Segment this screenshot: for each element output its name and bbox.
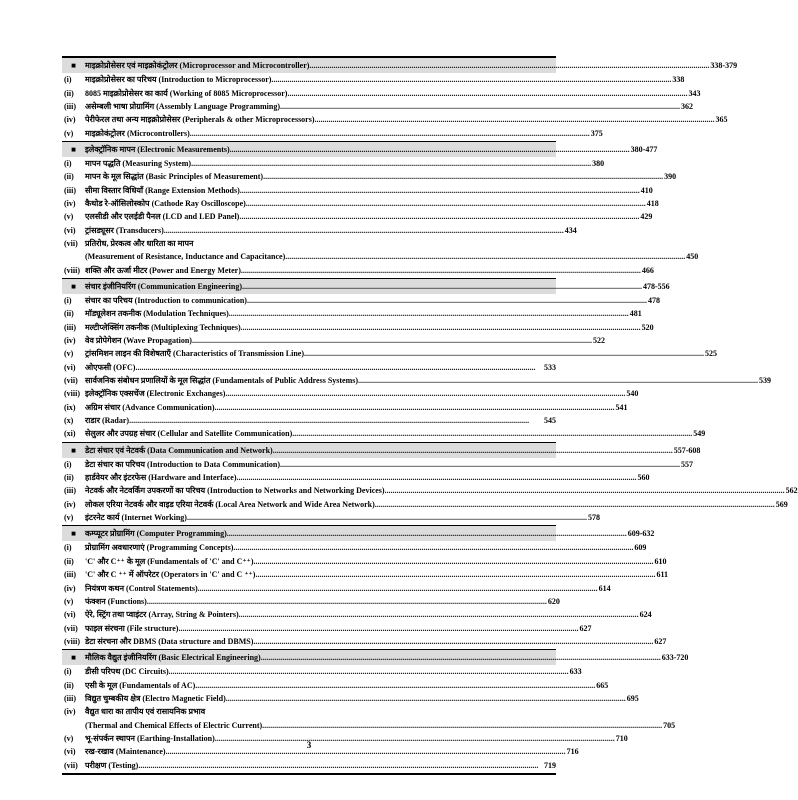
entry-number: (ii)	[64, 473, 74, 483]
leader-dots	[233, 543, 633, 552]
entry-number: (ii)	[64, 172, 74, 182]
bullet-icon: ■	[71, 144, 76, 154]
toc-entry	[62, 401, 628, 414]
section-page-range: 557-608	[673, 445, 701, 455]
toc-entry	[62, 126, 603, 139]
toc-entry	[62, 237, 556, 250]
leader-dots	[304, 349, 704, 358]
entry-title: मापन के मूल सिद्धांत (Basic Principles of Measurement)	[85, 172, 264, 182]
entry-number: (iv)	[64, 499, 76, 509]
entry-title: (Thermal and Chemical Effects of Electric Current)	[85, 720, 263, 730]
leader-dots	[292, 429, 692, 438]
toc-entry	[62, 183, 653, 196]
leader-dots	[239, 212, 639, 221]
bullet-icon: ■	[71, 529, 76, 539]
toc-entry	[62, 568, 668, 581]
entry-page: 549	[693, 429, 706, 439]
toc-entry	[62, 86, 701, 99]
entry-number: (v)	[64, 513, 74, 523]
entry-title: राडार (Radar)	[85, 416, 130, 426]
section-title: इलेक्ट्रॉनिक मापन (Electronic Measurements)	[85, 144, 230, 154]
entry-number: (ix)	[64, 402, 76, 412]
entry-page: 545	[544, 416, 556, 426]
leader-dots	[187, 513, 587, 522]
entry-title: डेटा संरचना और DBMS (Data structure and DBMS)	[85, 636, 254, 646]
bullet-icon: ■	[71, 445, 76, 455]
entry-page: 343	[688, 88, 701, 98]
entry-page: 611	[656, 570, 668, 580]
entry-title: डीसी परिपथ (DC Circuits)	[85, 667, 169, 677]
entry-title: प्रोग्रामिंग अवधारणाएं (Programming Concepts)	[85, 543, 234, 553]
entry-number: (viii)	[64, 636, 80, 646]
entry-title: वैद्युत धारा का तापीय एवं रासायनिक प्रभाव	[85, 707, 206, 717]
entry-title: एसी के मूल (Fundamentals of AC)	[85, 680, 196, 690]
leader-dots	[285, 252, 685, 261]
entry-number: (iv)	[64, 115, 76, 125]
entry-title: विद्युत चुम्बकीय क्षेत्र (Electro Magnetic Field)	[85, 693, 226, 703]
toc-entry	[62, 581, 611, 594]
toc-entry	[62, 458, 694, 471]
section-title: कम्प्यूटर प्रोग्रामिंग (Computer Programming)	[85, 529, 227, 539]
entry-page: 627	[579, 623, 592, 633]
section-heading	[62, 650, 689, 665]
toc-entry	[62, 595, 560, 608]
entry-title: इंटरनेट कार्य (Internet Working)	[85, 513, 187, 523]
toc-entry	[62, 511, 600, 524]
leader-dots	[237, 473, 637, 482]
entry-number: (iv)	[64, 583, 76, 593]
entry-page: 719	[544, 760, 556, 770]
entry-page: 380	[592, 158, 605, 168]
entry-page: 410	[640, 185, 653, 195]
entry-number: (v)	[64, 349, 74, 359]
entry-title: भू-संपर्कन स्थापन (Earthing-Installation)	[85, 733, 215, 743]
section-heading	[62, 142, 658, 157]
leader-dots	[262, 721, 662, 730]
entry-title: सेलुलर और उपग्रह संचार (Cellular and Satellite Communication)	[85, 429, 293, 439]
entry-page: 539	[759, 376, 772, 386]
entry-number: (i)	[64, 295, 72, 305]
entry-title: वेव प्रोपेगेशन (Wave Propagation)	[85, 336, 192, 346]
entry-number: (ii)	[64, 680, 74, 690]
entry-number: (vi)	[64, 225, 76, 235]
entry-number: (vi)	[64, 362, 76, 372]
entry-number: (x)	[64, 416, 74, 426]
toc-entry	[62, 157, 605, 170]
toc-entry	[62, 307, 642, 320]
toc-entry	[62, 484, 798, 497]
entry-number: (iii)	[64, 486, 76, 496]
toc-entry	[62, 692, 639, 705]
leader-dots	[280, 460, 680, 469]
leader-dots	[169, 667, 569, 676]
entry-page: 481	[629, 309, 642, 319]
entry-number: (v)	[64, 128, 74, 138]
toc-entry	[62, 414, 556, 427]
toc-entry	[62, 541, 647, 554]
entry-page: 569	[775, 499, 788, 509]
entry-title: संचार का परिचय (Introduction to communication)	[85, 295, 247, 305]
section-heading	[62, 443, 701, 458]
entry-number: (vii)	[64, 376, 78, 386]
entry-number: (xi)	[64, 429, 76, 439]
leader-dots	[230, 145, 630, 154]
entry-number: (iii)	[64, 693, 76, 703]
toc-section	[62, 58, 738, 142]
entry-page: 478	[647, 295, 660, 305]
toc-entry	[62, 678, 609, 691]
toc-entry	[62, 374, 772, 387]
leader-dots	[135, 363, 543, 372]
entry-number: (ii)	[64, 88, 74, 98]
entry-page: 522	[592, 336, 605, 346]
entry-title: ट्रांसड्यूसर (Transducers)	[85, 225, 164, 235]
entry-page: 562	[785, 486, 798, 496]
entry-title: इलेक्ट्रॉनिक एक्सचेंज (Electronic Exchanges)	[85, 389, 226, 399]
entry-title: ऐरे, स्ट्रिंग तथा प्वाइंटर (Array, String & Pointers)	[85, 610, 239, 620]
entry-number: (i)	[64, 667, 72, 677]
entry-number: (vii)	[64, 760, 78, 770]
bullet-icon: ■	[71, 653, 76, 663]
entry-number: (v)	[64, 596, 74, 606]
leader-dots	[226, 694, 626, 703]
entry-page: 624	[639, 610, 652, 620]
entry-page: 560	[637, 473, 650, 483]
section-page-range: 633-720	[661, 653, 689, 663]
toc-entry	[62, 210, 653, 223]
entry-number: (viii)	[64, 265, 80, 275]
section-title: माइक्रोप्रोसेसर एवं माइक्रोकंट्रोलर (Microprocessor and Microcontroller)	[85, 61, 310, 70]
entry-title: फाइल संरचना (File structure)	[85, 623, 179, 633]
entry-page: 466	[641, 265, 654, 275]
entry-page: 533	[544, 362, 556, 372]
section-title: डेटा संचार एवं नेटवर्क (Data Communication and Network)	[85, 445, 273, 455]
entry-page: 418	[646, 198, 659, 208]
leader-dots	[309, 61, 709, 70]
toc-entry	[62, 621, 592, 634]
entry-page: 338	[672, 75, 685, 85]
entry-title: सीमा विस्तार विधियाँ (Range Extension Methods)	[85, 185, 240, 195]
entry-page: 716	[566, 747, 579, 757]
leader-dots	[375, 500, 775, 509]
entry-title: 8085 माइक्रोप्रोसेसर का कार्य (Working of 8085 Microprocessor)	[85, 88, 288, 98]
entry-number: (iv)	[64, 336, 76, 346]
entry-number: (iii)	[64, 570, 76, 580]
leader-dots	[129, 416, 543, 425]
leader-dots	[191, 159, 591, 168]
leader-dots	[195, 681, 595, 690]
entry-title: नेटवर्क और नेटवर्किंग उपकरणों का परिचय (Introduction to Networks and Networking Devices)	[85, 486, 385, 496]
leader-dots	[287, 89, 687, 98]
entry-page: 434	[564, 225, 577, 235]
toc-section	[62, 526, 668, 650]
entry-number: (iii)	[64, 101, 76, 111]
entry-number: (iv)	[64, 198, 76, 208]
entry-title: लोकल एरिया नेटवर्क और वाइड एरिया नेटवर्क (Local Area Network and Wide Area Network)	[85, 499, 375, 509]
table-of-contents	[62, 56, 798, 775]
entry-page: 362	[681, 101, 693, 111]
leader-dots	[246, 199, 646, 208]
leader-dots	[261, 653, 661, 662]
entry-title: शक्ति और ऊर्जा मीटर (Power and Energy Meter)	[85, 265, 241, 275]
leader-dots	[178, 624, 578, 633]
toc-entry	[62, 758, 556, 771]
toc-section	[62, 650, 689, 773]
entry-page: 705	[663, 720, 676, 730]
leader-dots	[164, 226, 564, 235]
toc-entry	[62, 665, 582, 678]
leader-dots	[280, 102, 680, 111]
entry-number: (ii)	[64, 556, 74, 566]
toc-entry	[62, 197, 659, 210]
toc-entry	[62, 100, 693, 113]
leader-dots	[147, 597, 547, 606]
toc-entry	[62, 718, 676, 731]
toc-entry	[62, 321, 654, 334]
entry-title: फंक्शन (Functions)	[85, 596, 147, 606]
leader-dots	[227, 529, 627, 538]
entry-title: प्रतिरोध, प्रेरकत्व और धारिता का मापन	[85, 238, 194, 248]
toc-entry	[62, 427, 706, 440]
leader-dots	[315, 115, 715, 124]
leader-dots	[273, 446, 673, 455]
entry-number: (viii)	[64, 389, 80, 399]
entry-title: परीक्षण (Testing)	[85, 760, 139, 770]
section-page-range: 380-477	[630, 144, 658, 154]
section-page-range: 478-556	[643, 281, 670, 291]
toc-entry	[62, 170, 677, 183]
entry-title: सार्वजनिक संबोधन प्रणालियों के मूल सिद्धांत (Fundamentals of Public Address Systems)	[85, 376, 359, 386]
entry-page: 695	[626, 693, 639, 703]
leader-dots	[255, 570, 655, 579]
toc-frame	[62, 56, 798, 775]
bullet-icon: ■	[71, 281, 76, 291]
entry-number: (vi)	[64, 610, 76, 620]
entry-number: (v)	[64, 733, 74, 743]
section-heading	[62, 279, 670, 294]
entry-page: 614	[598, 583, 611, 593]
entry-number: (vii)	[64, 623, 78, 633]
entry-page: 665	[596, 680, 609, 690]
entry-page: 541	[615, 402, 628, 412]
entry-title: 'C' और C ⁺⁺ में ऑपरेटर (Operators in 'C' and C ⁺⁺)	[85, 570, 256, 580]
leader-dots	[242, 282, 642, 291]
entry-page: 525	[705, 349, 717, 359]
leader-dots	[229, 309, 629, 318]
toc-entry	[62, 263, 654, 276]
leader-dots	[240, 186, 640, 195]
entry-title: माइक्रोप्रोसेसर का परिचय (Introduction to Microprocessor)	[85, 75, 272, 85]
entry-page: 375	[590, 128, 603, 138]
leader-dots	[225, 389, 625, 398]
entry-number: (v)	[64, 212, 74, 222]
entry-number: (i)	[64, 543, 72, 553]
toc-entry	[62, 555, 667, 568]
entry-number: (vi)	[64, 747, 76, 757]
leader-dots	[190, 129, 590, 138]
page-number: 3	[306, 740, 312, 750]
entry-title: रख-रखाव (Maintenance)	[85, 747, 166, 757]
entry-number: (iii)	[64, 322, 76, 332]
bullet-icon: ■	[71, 61, 76, 70]
toc-section	[62, 443, 798, 527]
entry-number: (i)	[64, 158, 72, 168]
entry-title: डेटा संचार का परिचय (Introduction to Data Communication)	[85, 459, 281, 469]
entry-page: 710	[615, 733, 628, 743]
toc-entry	[62, 498, 788, 511]
leader-dots	[192, 336, 592, 345]
section-title: संचार इंजीनियरिंग (Communication Engineering)	[85, 281, 242, 291]
entry-title: (Measurement of Resistance, Inductance and Capacitance)	[85, 252, 286, 262]
entry-page: 620	[547, 596, 560, 606]
toc-entry	[62, 347, 717, 360]
entry-title: पेरीफेरल तथा अन्य माइक्रोप्रोसेसर (Peripherals & other Microprocessors)	[85, 115, 315, 125]
leader-dots	[385, 486, 785, 495]
leader-dots	[263, 172, 663, 181]
entry-page: 390	[664, 172, 677, 182]
toc-entry	[62, 361, 556, 374]
toc-section	[62, 279, 772, 443]
leader-dots	[138, 761, 543, 770]
toc-entry	[62, 73, 685, 86]
section-heading	[62, 58, 738, 73]
entry-title: नियंत्रण कथन (Control Statements)	[85, 583, 198, 593]
leader-dots	[358, 376, 758, 385]
entry-title: ओएफसी (OFC)	[85, 362, 136, 372]
entry-number: (iii)	[64, 185, 76, 195]
entry-title: कैथोड रे-ऑसिलोस्कोप (Cathode Ray Oscilloscope)	[85, 198, 246, 208]
toc-entry	[62, 387, 639, 400]
entry-page: 520	[641, 322, 654, 332]
toc-entry	[62, 334, 605, 347]
entry-page: 627	[654, 636, 667, 646]
toc-entry	[62, 113, 728, 126]
entry-title: 'C' और C⁺⁺ के मूल (Fundamentals of 'C' and C⁺⁺)	[85, 556, 254, 566]
leader-dots	[215, 403, 615, 412]
toc-entry	[62, 223, 577, 236]
leader-dots	[241, 266, 641, 275]
entry-title: ट्रांसमिशन लाइन की विशेषताएँ (Characteristics of Transmission Line)	[85, 349, 304, 359]
toc-entry	[62, 608, 652, 621]
toc-entry	[62, 471, 650, 484]
entry-title: मल्टीप्लेक्सिंग तकनीक (Multiplexing Techniques)	[85, 322, 241, 332]
entry-number: (vii)	[64, 238, 78, 248]
leader-dots	[247, 296, 647, 305]
entry-page: 365	[715, 115, 728, 125]
section-heading	[62, 526, 655, 541]
leader-dots	[271, 75, 671, 84]
leader-dots	[254, 557, 654, 566]
leader-dots	[253, 637, 653, 646]
entry-page: 557	[681, 459, 694, 469]
section-title: मौलिक वैद्युत इंजीनियरिंग (Basic Electrical Engineering)	[85, 653, 261, 663]
leader-dots	[239, 610, 639, 619]
toc-entry	[62, 250, 699, 263]
leader-dots	[198, 584, 598, 593]
toc-entry	[62, 635, 667, 648]
entry-title: एलसीडी और एलईडी पैनल (LCD and LED Panel)	[85, 212, 240, 222]
entry-page: 429	[640, 212, 653, 222]
entry-number: (ii)	[64, 309, 74, 319]
entry-title: हार्डवेयर और इंटरफेस (Hardware and Interface)	[85, 473, 237, 483]
entry-page: 609	[634, 543, 647, 553]
entry-page: 540	[626, 389, 639, 399]
entry-number: (i)	[64, 75, 72, 85]
entry-number: (i)	[64, 459, 72, 469]
entry-title: माइक्रोकंट्रोलर (Microcontrollers)	[85, 128, 190, 138]
toc-section	[62, 142, 699, 279]
entry-title: मॉड्यूलेशन तकनीक (Modulation Techniques)	[85, 309, 229, 319]
entry-page: 610	[654, 556, 667, 566]
section-page-range: 338-379	[710, 61, 738, 70]
entry-page: 450	[686, 252, 699, 262]
entry-title: असेम्बली भाषा प्रोग्रामिंग (Assembly Language Programming)	[85, 101, 280, 111]
toc-entry	[62, 705, 556, 718]
entry-page: 633	[569, 667, 582, 677]
entry-title: अग्रिम संचार (Advance Communication)	[85, 402, 215, 412]
entry-number: (iv)	[64, 707, 76, 717]
toc-entry	[62, 294, 660, 307]
entry-title: मापन पद्धति (Measuring System)	[85, 158, 192, 168]
entry-page: 578	[587, 513, 600, 523]
leader-dots	[241, 323, 641, 332]
section-page-range: 609-632	[627, 529, 655, 539]
